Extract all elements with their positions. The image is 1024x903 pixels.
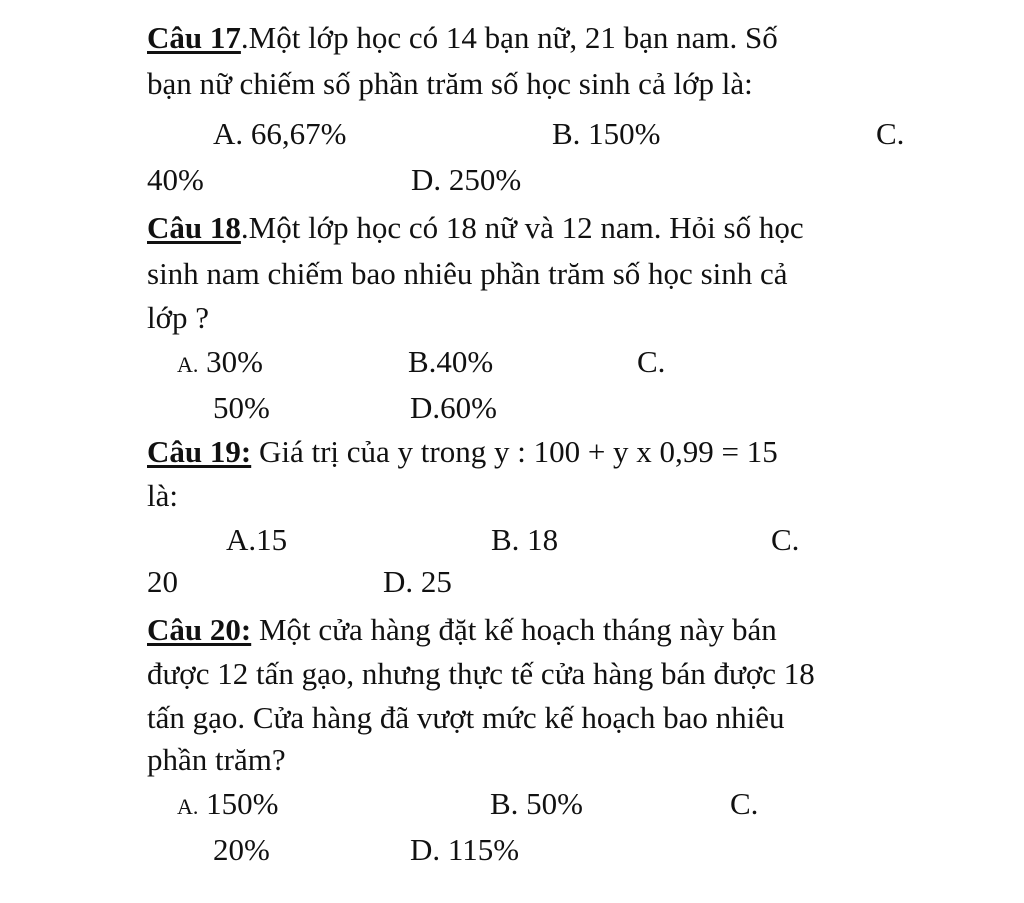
question-19-option-c-letter: C. (771, 522, 800, 557)
question-20-option-a-letter: A. (177, 794, 199, 819)
cropped-top-mark (250, 0, 268, 6)
question-19-text: Giá trị của y trong y : 100 + y x 0,99 = 15 (251, 434, 778, 469)
question-17-text: .Một lớp học có 14 bạn nữ, 21 bạn nam. Số (240, 20, 778, 55)
question-20-option-b: B. 50% (490, 786, 583, 821)
question-17-option-b: B. 150% (552, 116, 661, 151)
question-19-label: Câu 19: (147, 434, 252, 469)
question-20-line-1 (147, 612, 777, 648)
question-17-option-d: D. 250% (411, 162, 522, 197)
question-17-label: Câu 17 (147, 20, 241, 55)
question-19-option-d: D. 25 (383, 564, 452, 599)
question-18-option-b: B.40% (408, 344, 494, 379)
question-18-option-c-letter: C. (637, 344, 666, 379)
question-17-line-1 (147, 20, 778, 56)
question-18-option-a-value: 30% (206, 344, 263, 379)
question-20-line-4: phần trăm? (147, 742, 286, 777)
question-18-option-c-value: 50% (213, 390, 270, 425)
question-18-line-2: sinh nam chiếm bao nhiêu phần trăm số học sinh cả (147, 256, 788, 291)
question-20-option-c-value: 20% (213, 832, 270, 867)
question-20-option-c-letter: C. (730, 786, 759, 821)
question-20-line-2: được 12 tấn gạo, nhưng thực tế cửa hàng bán được 18 (147, 656, 815, 691)
question-17-line-2: bạn nữ chiếm số phần trăm số học sinh cả lớp là: (147, 66, 753, 101)
question-18-text: .Một lớp học có 18 nữ và 12 nam. Hỏi số học (240, 210, 804, 245)
question-18-option-a-letter: A. (177, 352, 199, 377)
question-20-line-3: tấn gạo. Cửa hàng đã vượt mức kế hoạch bao nhiêu (147, 700, 785, 735)
question-19-line-1 (147, 434, 778, 470)
question-18-option-d: D.60% (410, 390, 497, 425)
question-19-option-a: A.15 (226, 522, 288, 557)
question-17-option-a: A. 66,67% (213, 116, 347, 151)
question-17-option-c-value: 40% (147, 162, 204, 197)
question-19-line-2: là: (147, 478, 178, 513)
question-18-option-a (177, 344, 263, 383)
question-20-option-a (177, 786, 278, 825)
question-19-option-b: B. 18 (491, 522, 559, 557)
question-17-option-c-letter: C. (876, 116, 905, 151)
question-18-line-3: lớp ? (147, 300, 210, 335)
question-20-option-a-value: 150% (206, 786, 279, 821)
question-18-line-1 (147, 210, 804, 246)
question-19-option-c-value: 20 (147, 564, 178, 599)
question-20-text: Một cửa hàng đặt kế hoạch tháng này bán (251, 612, 777, 647)
cropped-top-mark (520, 0, 550, 6)
question-18-label: Câu 18 (147, 210, 241, 245)
question-20-label: Câu 20: (147, 612, 252, 647)
question-20-option-d: D. 115% (410, 832, 520, 867)
